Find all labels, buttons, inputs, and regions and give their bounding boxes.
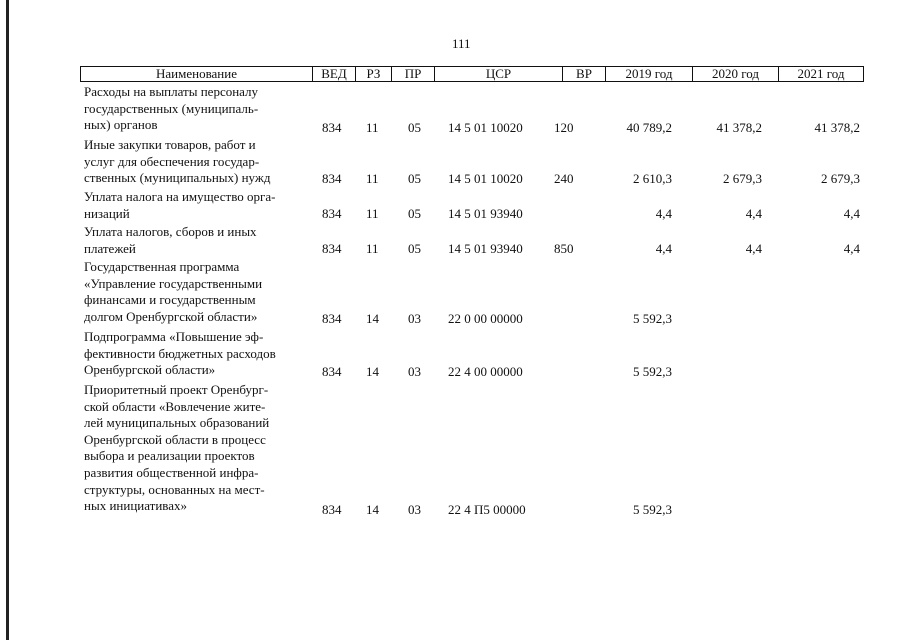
cell-csr: 14 5 01 10020	[448, 171, 523, 186]
cell-rz: 14	[366, 364, 379, 379]
cell-2019: 5 592,3	[633, 311, 672, 326]
name-line: Оренбургской области»	[84, 362, 216, 378]
name-line: Уплата налога на имущество орга-	[84, 189, 276, 204]
cell-vr: 240	[554, 171, 574, 186]
cell-2020: 4,4	[745, 206, 762, 221]
cell-2020: 4,4	[745, 241, 762, 256]
cell-csr: 14 5 01 93940	[448, 206, 523, 221]
cell-pr: 03	[408, 502, 421, 517]
name-line: финансами и государственным	[84, 292, 256, 308]
row-name	[84, 329, 314, 379]
name-line: выбора и реализации проектов	[84, 448, 255, 464]
cell-pr: 03	[408, 311, 421, 326]
name-line: Государственная программа	[84, 259, 240, 274]
cell-ved: 834	[322, 171, 342, 186]
col-header-2019: 2019 год	[606, 67, 693, 81]
name-line: Подпрограмма «Повышение эф-	[84, 329, 264, 344]
cell-csr: 22 4 П5 00000	[448, 502, 526, 517]
cell-2020: 2 679,3	[723, 171, 762, 186]
cell-2021: 41 378,2	[814, 120, 860, 135]
row-name	[84, 382, 314, 515]
row-name	[84, 259, 314, 325]
name-line: Приоритетный проект Оренбург-	[84, 382, 269, 397]
cell-ved: 834	[322, 206, 342, 221]
cell-rz: 11	[366, 171, 379, 186]
cell-rz: 11	[366, 241, 379, 256]
col-header-2020: 2020 год	[693, 67, 779, 81]
col-header-pr: ПР	[392, 67, 435, 81]
name-line: Иные закупки товаров, работ и	[84, 137, 256, 152]
cell-vr: 850	[554, 241, 574, 256]
cell-pr: 05	[408, 241, 421, 256]
name-line: развития общественной инфра-	[84, 464, 259, 480]
cell-2021: 4,4	[843, 241, 860, 256]
cell-csr: 14 5 01 10020	[448, 120, 523, 135]
cell-ved: 834	[322, 241, 342, 256]
col-header-csr: ЦСР	[435, 67, 563, 81]
name-line: ской области «Вовлечение жите-	[84, 398, 266, 414]
col-header-rz: РЗ	[356, 67, 392, 81]
cell-rz: 11	[366, 120, 379, 135]
cell-pr: 05	[408, 171, 421, 186]
cell-csr: 22 4 00 00000	[448, 364, 523, 379]
name-line: лей муниципальных образований	[84, 415, 270, 431]
name-line: Расходы на выплаты персоналу	[84, 84, 259, 99]
cell-rz: 14	[366, 311, 379, 326]
name-line: структуры, основанных на мест-	[84, 481, 265, 497]
cell-pr: 05	[408, 206, 421, 221]
cell-rz: 11	[366, 206, 379, 221]
name-line: услуг для обеспечения государ-	[84, 153, 260, 169]
row-name	[84, 84, 314, 134]
col-header-vr: ВР	[563, 67, 606, 81]
cell-2019: 4,4	[655, 206, 672, 221]
col-header-2021: 2021 год	[797, 66, 845, 81]
cell-2019: 40 789,2	[626, 120, 672, 135]
cell-2019: 5 592,3	[633, 502, 672, 517]
cell-pr: 05	[408, 120, 421, 135]
cell-ved: 834	[322, 311, 342, 326]
cell-csr: 14 5 01 93940	[448, 241, 523, 256]
cell-vr: 120	[554, 120, 574, 135]
name-line: фективности бюджетных расходов	[84, 345, 276, 361]
row-name	[84, 137, 314, 187]
cell-2019: 2 610,3	[633, 171, 672, 186]
row-name	[84, 189, 314, 222]
cell-ved: 834	[322, 364, 342, 379]
cell-2021: 4,4	[843, 206, 860, 221]
col-header-ved: ВЕД	[313, 67, 356, 81]
cell-rz: 14	[366, 502, 379, 517]
row-name	[84, 224, 314, 257]
name-line: государственных (муниципаль-	[84, 100, 259, 116]
page-number: 111	[452, 36, 471, 51]
cell-2019: 5 592,3	[633, 364, 672, 379]
cell-2019: 4,4	[655, 241, 672, 256]
name-line: «Управление государственными	[84, 275, 263, 291]
name-line: низаций	[84, 205, 130, 221]
name-line: ных инициативах»	[84, 498, 188, 514]
name-line: платежей	[84, 240, 136, 256]
col-header-name: Наименование	[81, 67, 313, 81]
table-header	[80, 66, 864, 82]
cell-pr: 03	[408, 364, 421, 379]
scan-edge-line	[6, 0, 9, 640]
name-line: Уплата налогов, сборов и иных	[84, 224, 257, 239]
cell-csr: 22 0 00 00000	[448, 311, 523, 326]
name-line: ственных (муниципальных) нужд	[84, 170, 271, 186]
cell-2020: 41 378,2	[716, 120, 762, 135]
cell-ved: 834	[322, 120, 342, 135]
name-line: долгом Оренбургской области»	[84, 308, 258, 324]
cell-ved: 834	[322, 502, 342, 517]
name-line: Оренбургской области в процесс	[84, 431, 266, 447]
name-line: ных) органов	[84, 117, 158, 133]
cell-2021: 2 679,3	[821, 171, 860, 186]
